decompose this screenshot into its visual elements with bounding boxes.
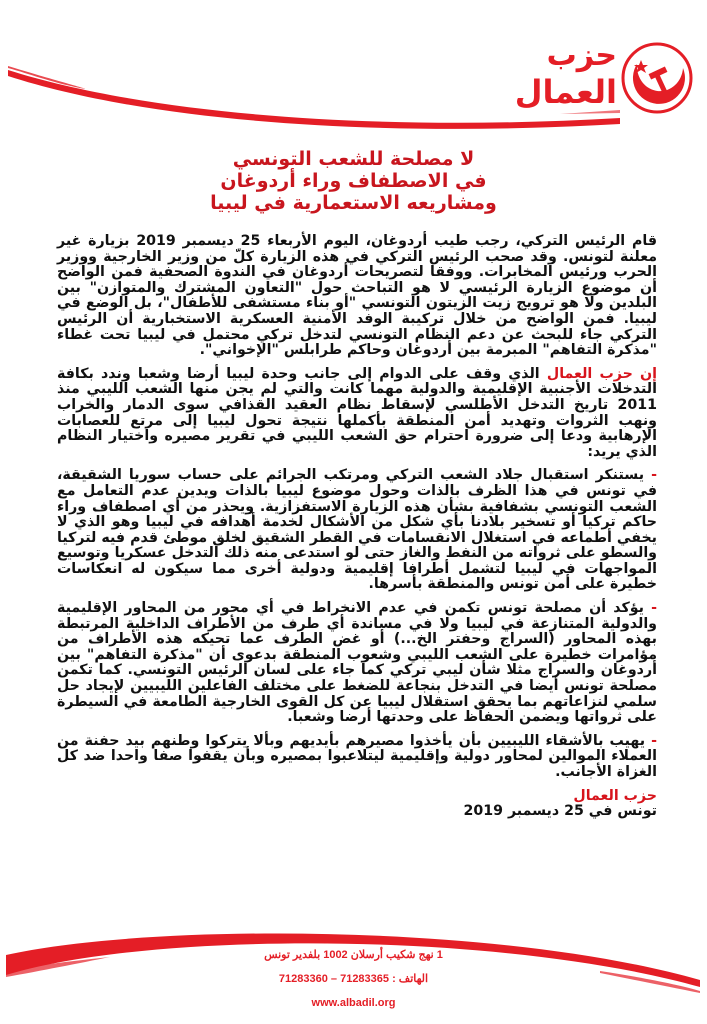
bullet-affirm: - يؤكد أن مصلحة تونس تكمن في عدم الانخراط في أي محور من المحاور الإقليمية والدولية المتنازعة في ليبيا ولا في مساندة أي طرف من الأطراف الداخلية المرتبطة بهذه المحاور (السراج وحفتر الخ...) أو غض الطرف عما تحيكه هذه الأطراف من مؤامرات خطيرة على الشعب الليبي وشعوب المنطقة بدعوى أن "مذكرة التفاهم" بين أردوغان والسراج مثلا شأن ليبي تركي كما جاء على لسان الرئيس التونسي. كما تكمن مصلحة تونس أيضا في التدخل بنجاعة للضغط على مختلف الفاعلين الليبيين لإيجاد حل سلمي لنزاعاتهم بما يحقق استقلال ليبيا عن كل القوى الخارجية الطامعة في السيطرة على ثرواتها ويضمن الحفاظ على وحدتها أرضا وشعبا. bbox=[57, 600, 657, 726]
footer-address: 1 نهج شكيب أرسلان 1002 بلفدير تونس bbox=[264, 949, 443, 961]
document-title bbox=[0, 148, 707, 214]
signature-block bbox=[57, 789, 657, 820]
bullet-dash: - bbox=[651, 467, 657, 484]
bullet-appeal: - يهيب بالأشقاء الليبيين بأن يأخذوا مصيرهم بأيديهم وبألا يتركوا وطنهم بيد حفنة من العملاء الموالين لمحاور دولية وإقليمية ليتلاعبوا بمصيره وبأن يقفوا صفا واحدا ضد كل الغزاة الأجانب. bbox=[57, 732, 657, 780]
letterhead-header bbox=[0, 0, 707, 135]
paragraph-intro: قام الرئيس التركي، رجب طيب أردوغان، اليوم الأربعاء 25 ديسمبر 2019 بزيارة غير معلنة لتونس. وقد صحب الرئيس التركي في هذه الزيارة كلّ من وزير الخارجية ووزير الحرب ورئيس المخابرات. ووفقا لتصريحات أردوغان في الندوة الصحفية فمن الواضح أن موضوع الزيارة الرئيسي لا هو التباحث حول "التعاون المشترك والمتوازن" بين البلدين ولا هو ترويج زيت الزيتون التونسي "أو بناء مستشفى للأطفال"، بل الوضع في ليبيا. فمن الواضح من خلال تركيبة الوفد الأمنية العسكرية الاستخبارية أن الرئيس التركي جاء للبحث عن دعم النظام التونسي لتدخل تركي محتمل في ليبيا تحت غطاء "مذكرة التفاهم" المبرمة بين أردوغان وحاكم طرابلس "الإخواني". bbox=[57, 233, 657, 359]
bullet-dash: - bbox=[651, 732, 657, 749]
footer-website-link[interactable]: www.albadil.org bbox=[311, 997, 396, 1009]
bullet-dash: - bbox=[651, 600, 657, 617]
logo-text-line2: العمال bbox=[514, 73, 617, 111]
bullet-condemn: - يستنكر استقبال جلاد الشعب التركي ومرتكب الجرائم على حساب سوريا الشقيقة، في تونس في هذا الظرف بالذات وحول موضوع ليبيا بالذات ويدين عدم التعامل مع الشعب التونسي بشفافية بشأن هذه الزيارة الاستفزازية. ويحذر من أي اصطفاف وراء حاكم تركيا أو تسخير بلادنا بأي شكل من الأشكال لخدمة أهدافه في ليبيا وهو الذي لا يخفي أطماعه في استغلال الانقسامات في القطر الشقيق لخلق موطئ قدم فيه لتركيا والسطو على ثرواته من النفط والغاز حتى لو استدعى منه ذلك التدخل عسكريا وتوسيع المواجهات في ليبيا لتشمل أطرافا إقليمية ودولية أخرى مما سيكون له انعكاسات خطيرة على أمن تونس والمنطقة بأسرها. bbox=[57, 467, 657, 593]
footer-phone: الهاتف : 71283365 – 71283360 bbox=[278, 973, 429, 985]
party-name-highlight: إن حزب العمال bbox=[546, 365, 657, 382]
title-line-2: في الاصطفاف وراء أردوغان bbox=[220, 170, 487, 192]
paragraph-party-position: إن حزب العمال الذي وقف على الدوام إلى جانب وحدة ليبيا أرضا وشعبا وندد بكافة التدخلات الأجنبية الإقليمية والدولية مهما كانت والتي لم يجن منها الشعب الليبي منذ 2011 تاريخ التدخل الأطلسي لإسقاط نظام العقيد القذافي سوى الدمار والخراب ونهب الثروات وتهديد أمن المنطقة بأكملها نتيجة تحول ليبيا إلى مرتع للعصابات الإرهابية ودعا إلى ضرورة احترام حق الشعب الليبي في تقرير مصيره واختيار النظام الذي يريد: bbox=[57, 365, 657, 460]
party-logo bbox=[485, 38, 695, 118]
hammer-sickle-star-icon bbox=[619, 40, 695, 116]
statement-body bbox=[57, 234, 657, 820]
signature-party: حزب العمال bbox=[573, 787, 657, 804]
title-line-3: ومشاريعه الاستعمارية في ليبيا bbox=[210, 192, 497, 214]
letterhead-footer bbox=[0, 915, 707, 1024]
signature-place-date: تونس في 25 ديسمبر 2019 bbox=[463, 803, 657, 820]
logo-text-line1: حزب bbox=[546, 38, 617, 73]
title-line-1: لا مصلحة للشعب التونسي bbox=[232, 148, 475, 170]
